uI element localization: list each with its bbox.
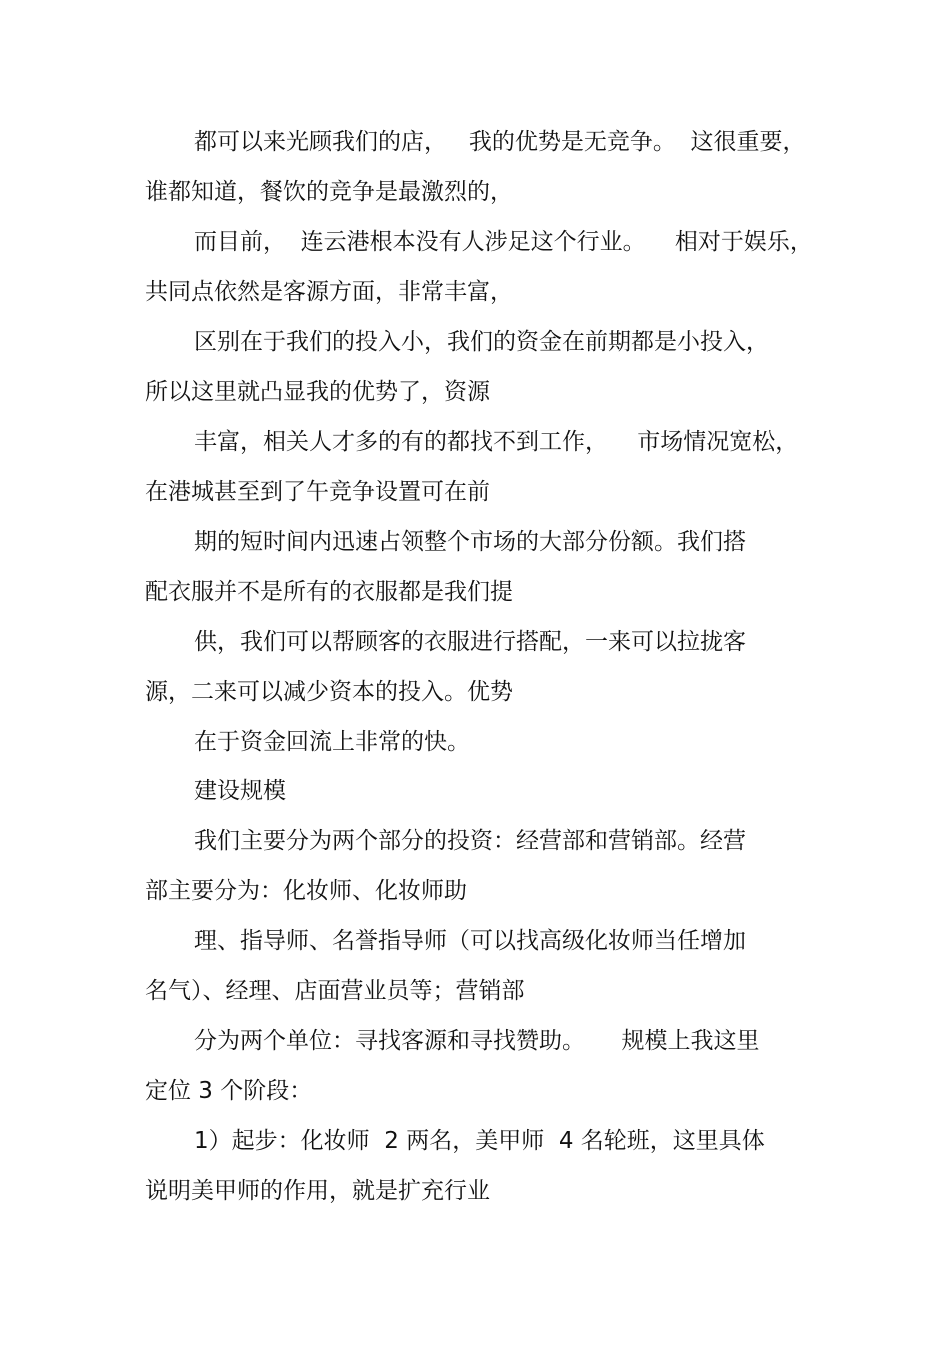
- text-line: 在于资金回流上非常的快。: [194, 729, 470, 755]
- text-line: 分为两个单位：寻找客源和寻找赞助。 规模上我这里: [194, 1028, 760, 1054]
- text-line: 区别在于我们的投入小，我们的资金在前期都是小投入，: [194, 329, 769, 355]
- text-line: 说明美甲师的作用，就是扩充行业: [145, 1178, 490, 1204]
- text-line: 部主要分为：化妆师、化妆师助: [145, 878, 467, 904]
- text-line: 名气）、经理、店面营业员等；营销部: [145, 978, 525, 1004]
- text-line: 所以这里就凸显我的优势了，资源: [145, 379, 490, 405]
- text-line: 源，二来可以减少资本的投入。优势: [145, 679, 513, 705]
- text-line: 而目前， 连云港根本没有人涉足这个行业。 相对于娱乐，: [194, 229, 813, 255]
- text-line: 1）起步：化妆师 2 两名，美甲师 4 名轮班，这里具体: [194, 1128, 765, 1154]
- text-line: 供，我们可以帮顾客的衣服进行搭配，一来可以拉拢客: [194, 629, 746, 655]
- text-line: 期的短时间内迅速占领整个市场的大部分份额。我们搭: [194, 529, 746, 555]
- text-line: 共同点依然是客源方面，非常丰富，: [145, 279, 513, 305]
- text-line: 理、指导师、名誉指导师（可以找高级化妆师当任增加: [194, 928, 746, 954]
- text-line: 配衣服并不是所有的衣服都是我们提: [145, 579, 513, 605]
- text-line: 谁都知道，餐饮的竞争是最激烈的，: [145, 179, 513, 205]
- section-heading: 建设规模: [194, 778, 286, 804]
- text-line: 定位 3 个阶段：: [145, 1078, 313, 1104]
- text-line: 在港城甚至到了午竞争设置可在前: [145, 479, 490, 505]
- text-line: 我们主要分为两个部分的投资：经营部和营销部。经营: [194, 828, 746, 854]
- text-line: 都可以来光顾我们的店， 我的优势是无竞争。 这很重要，: [194, 129, 806, 155]
- text-line: 丰富，相关人才多的有的都找不到工作， 市场情况宽松，: [194, 429, 799, 455]
